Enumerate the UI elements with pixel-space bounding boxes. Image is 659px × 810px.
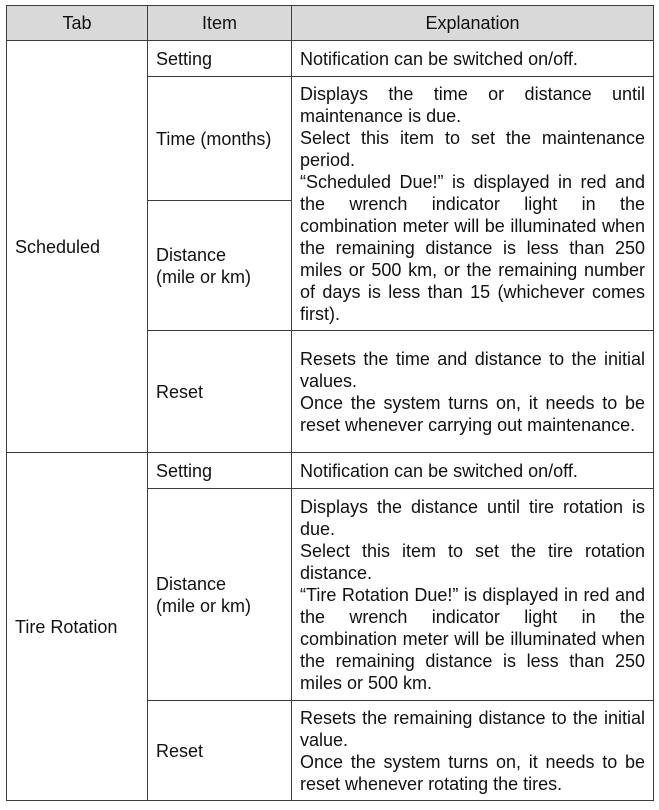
explanation-line: Resets the time and distance to the initial values. [300, 348, 645, 391]
explanation-setting: Notification can be switched on/off. [292, 41, 654, 77]
header-explanation: Explanation [292, 6, 654, 41]
tab-scheduled: Scheduled [7, 41, 148, 453]
explanation-reset [292, 701, 654, 801]
explanation-line: Select this item to set the maintenance period. [300, 127, 645, 170]
explanation-line: Select this item to set the tire rotation distance. [300, 540, 645, 583]
explanation-reset [292, 331, 654, 453]
item-distance-unit: (mile or km) [156, 595, 251, 616]
item-reset: Reset [148, 701, 292, 801]
header-row [7, 6, 654, 41]
item-setting: Setting [148, 41, 292, 77]
item-distance-label: Distance [156, 244, 227, 265]
item-time-months: Time (months) [148, 77, 292, 201]
explanation-line: “Tire Rotation Due!” is displayed in red and the wrench indicator light in the combination meter will be illuminated when the remaining distance is less than 250 miles or 500 km. [300, 584, 645, 693]
explanation-setting: Notification can be switched on/off. [292, 453, 654, 489]
explanation-line: Once the system turns on, it needs to be reset whenever carrying out maintenance. [300, 392, 645, 435]
item-distance [148, 489, 292, 701]
table-row [7, 41, 654, 77]
header-item: Item [148, 6, 292, 41]
item-reset: Reset [148, 331, 292, 453]
header-tab: Tab [7, 6, 148, 41]
explanation-line: Resets the remaining distance to the initial value. [300, 707, 645, 750]
explanation-time-distance [292, 77, 654, 331]
explanation-line: “Scheduled Due!” is displayed in red and the wrench indicator light in the combination meter will be illuminated when the remaining distance is less than 250 miles or 500 km, or the remaining number of days is less than 15 (whichever comes first). [300, 171, 645, 324]
explanation-distance [292, 489, 654, 701]
table-row [7, 453, 654, 489]
item-distance-unit: (mile or km) [156, 266, 251, 287]
item-distance-label: Distance [156, 573, 227, 594]
item-setting: Setting [148, 453, 292, 489]
item-distance [148, 201, 292, 331]
explanation-line: Once the system turns on, it needs to be reset whenever rotating the tires. [300, 751, 645, 794]
explanation-line: Displays the time or distance until maintenance is due. [300, 83, 645, 126]
maintenance-table [6, 5, 654, 801]
tab-tire-rotation: Tire Rotation [7, 453, 148, 801]
explanation-line: Displays the distance until tire rotation is due. [300, 496, 645, 539]
